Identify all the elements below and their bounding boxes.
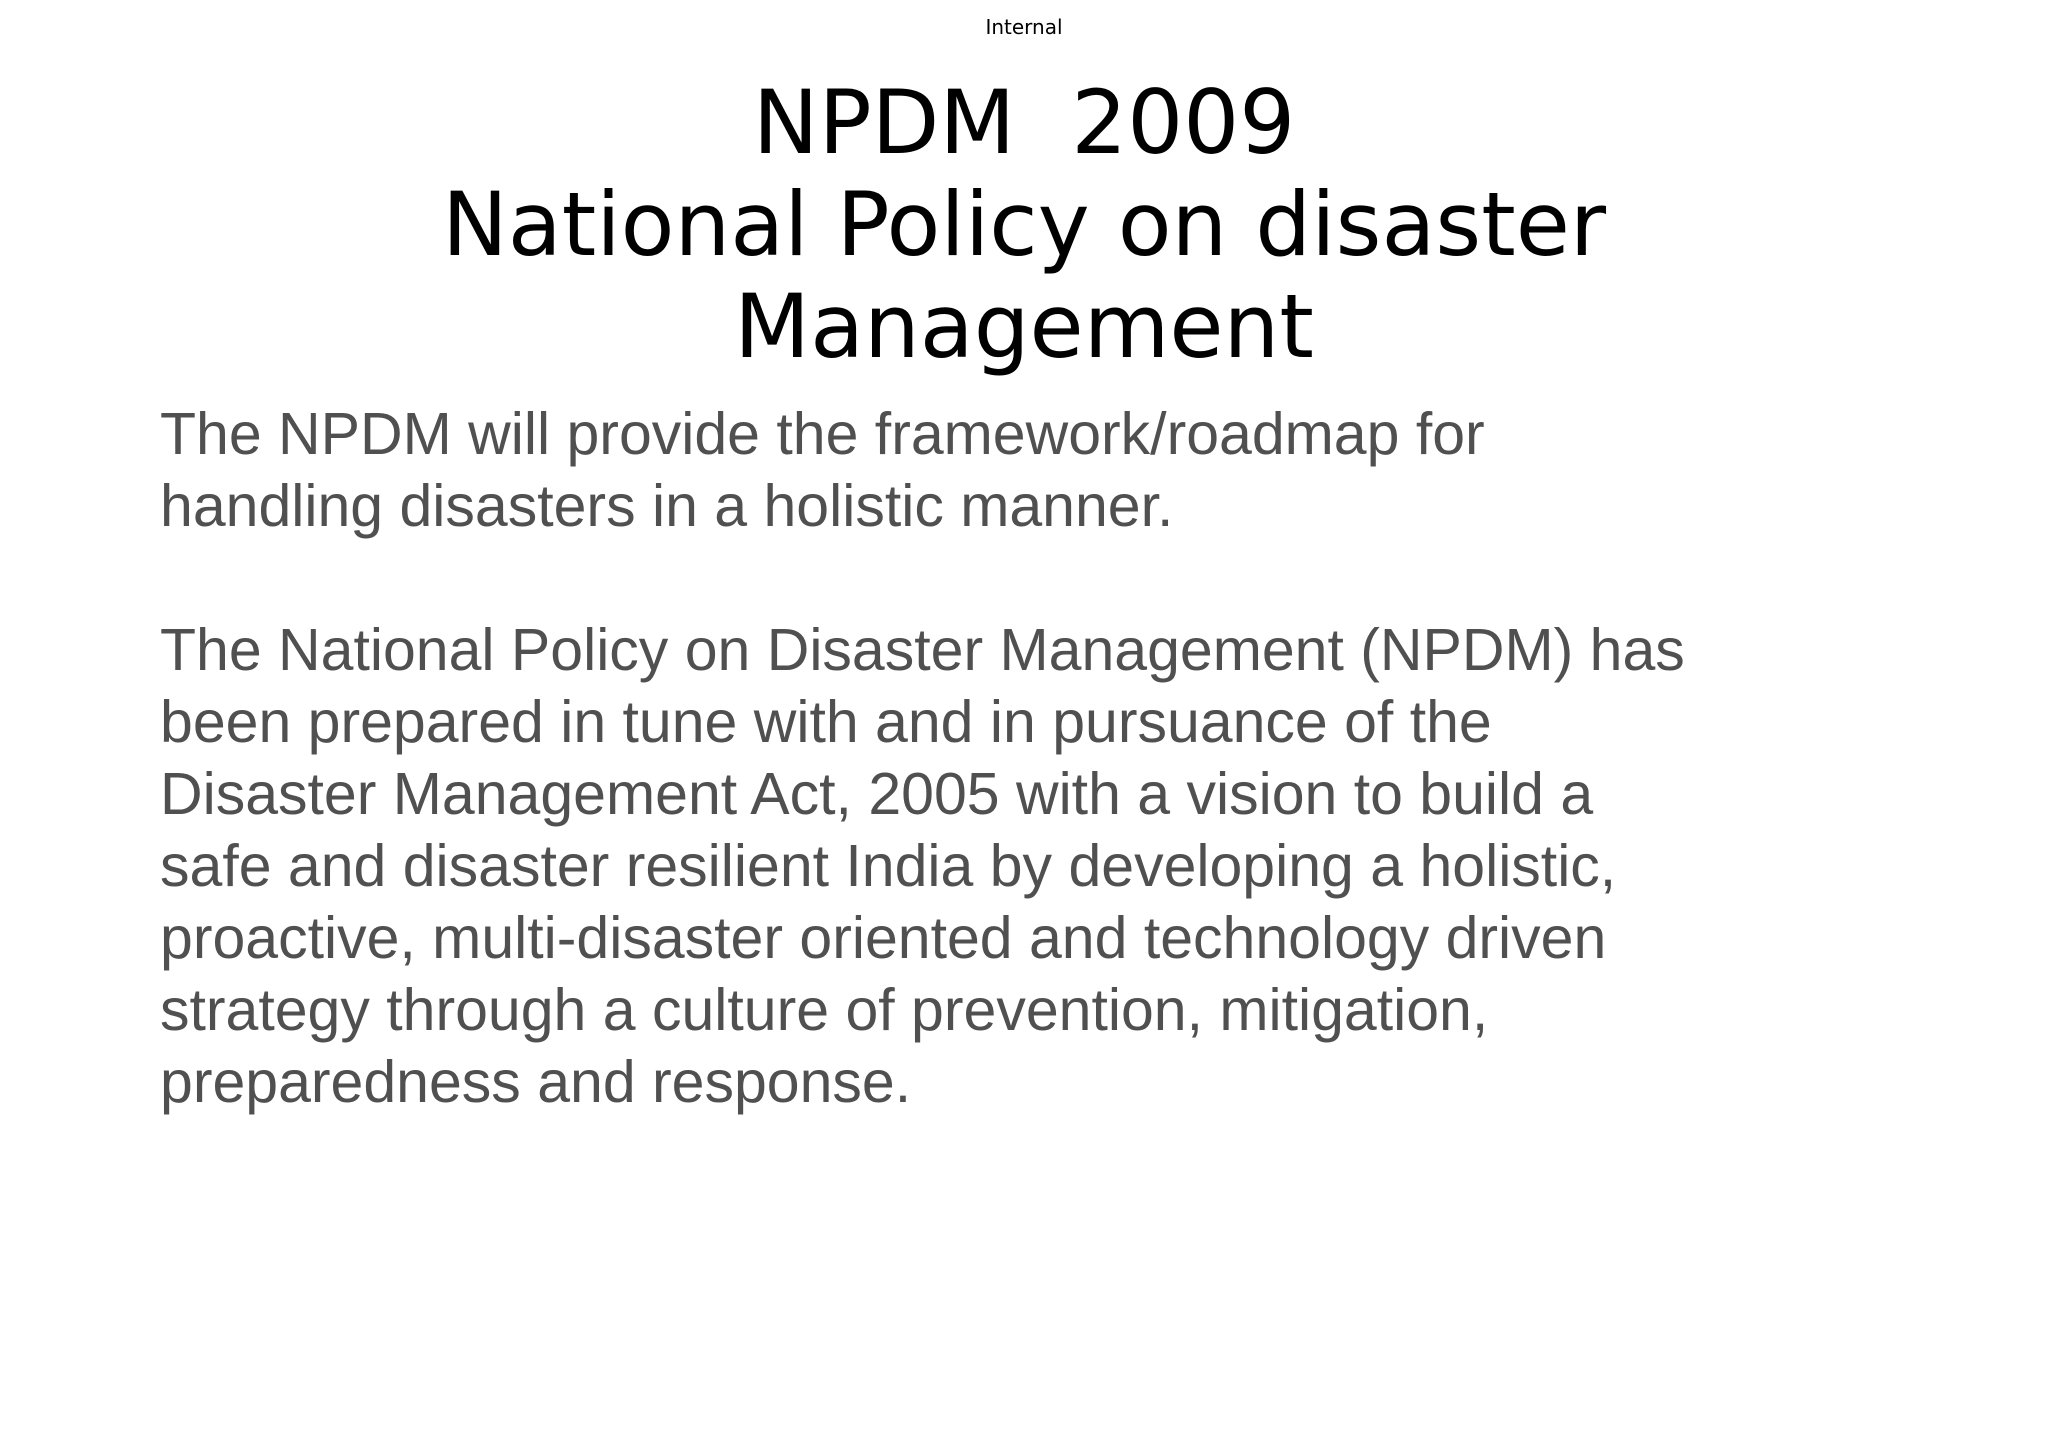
body-paragraph-2-line-3: Disaster Management Act, 2005 with a vision to build a bbox=[160, 761, 1594, 827]
body-paragraph-2-line-4: safe and disaster resilient India by developing a holistic, bbox=[160, 833, 1617, 899]
classification-label: Internal bbox=[985, 15, 1063, 39]
body-paragraph-2-line-1: The National Policy on Disaster Management (NPDM) has bbox=[160, 617, 1685, 683]
body-paragraph-1-line-1: The NPDM will provide the framework/roadmap for bbox=[160, 401, 1485, 467]
body-paragraph-2-line-5: proactive, multi-disaster oriented and technology driven bbox=[160, 905, 1607, 971]
body-paragraph-1 bbox=[160, 398, 1920, 542]
body-paragraph-2-line-6: strategy through a culture of prevention, mitigation, bbox=[160, 977, 1489, 1043]
paragraph-spacer bbox=[160, 542, 1920, 614]
body-paragraph-2-line-2: been prepared in tune with and in pursuance of the bbox=[160, 689, 1492, 755]
title-line-2: National Policy on disaster bbox=[441, 173, 1607, 276]
title-line-3: Management bbox=[734, 275, 1314, 378]
title-line-1: NPDM 2009 bbox=[752, 71, 1296, 174]
slide-body bbox=[160, 398, 1920, 1118]
slide-title bbox=[0, 72, 2048, 378]
body-paragraph-2 bbox=[160, 614, 1920, 1118]
body-paragraph-1-line-2: handling disasters in a holistic manner. bbox=[160, 473, 1174, 539]
body-paragraph-2-line-7: preparedness and response. bbox=[160, 1049, 912, 1115]
